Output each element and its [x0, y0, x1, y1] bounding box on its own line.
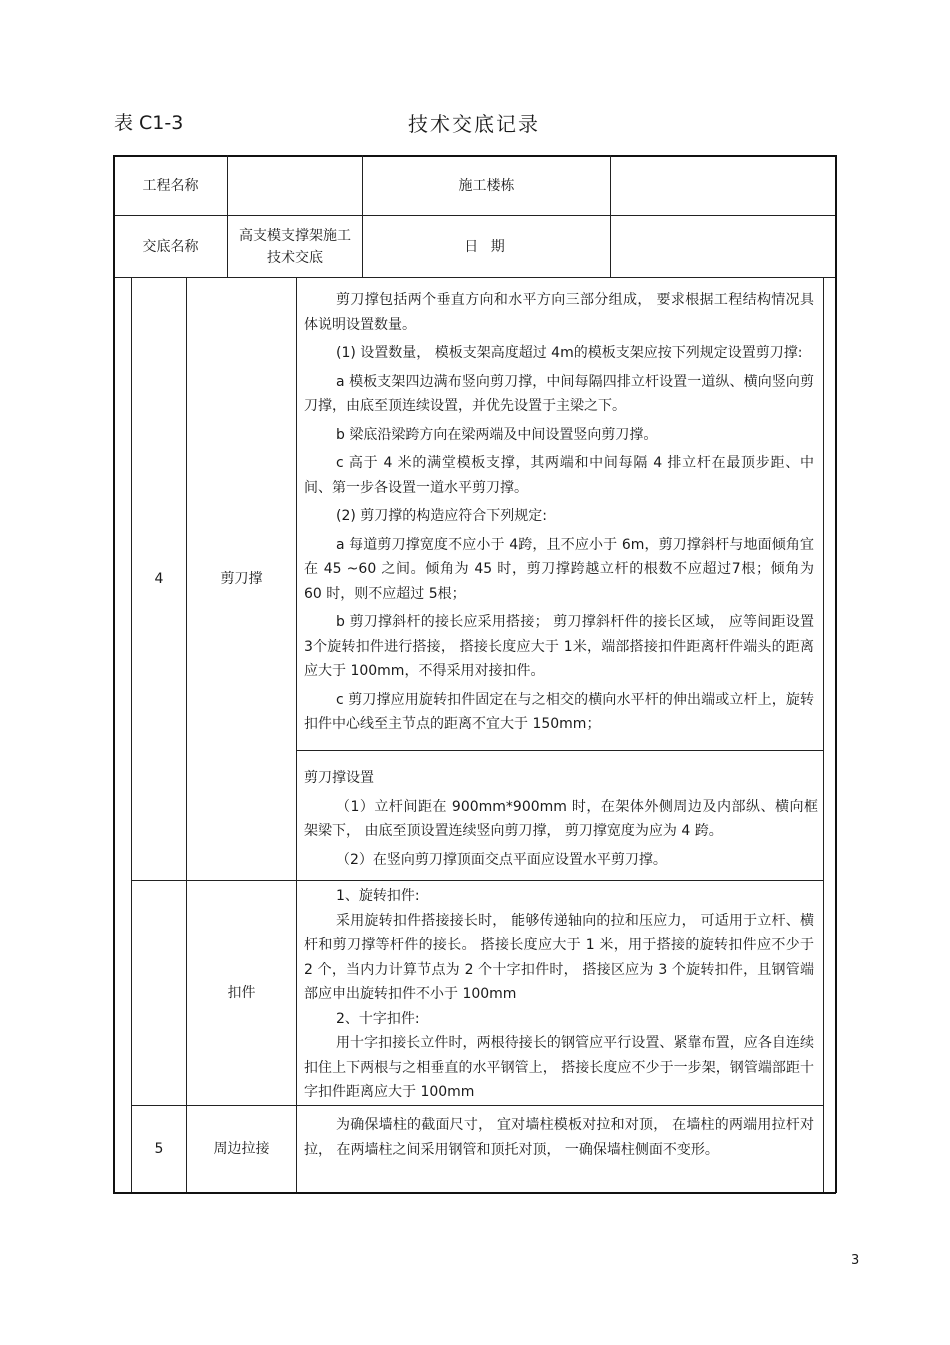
section-title: 剪刀撑: [220, 571, 263, 587]
paragraph: 采用旋转扣件搭接接长时， 能够传递轴向的拉和压应力， 可适用于立杆、横杆和剪刀撑等杆件的接长。 搭接长度应大于 1 米，用于搭接的旋转扣件应不少于 2 个，当内力计算节点为 2 个十字扣件时， 搭接区应为 3 个旋转扣件，且钢管端部应申出旋转扣件不小于 100mm: [304, 912, 814, 1002]
paragraph: (1) 设置数量， 模板支架高度超过 4m的模板支架应按下列规定设置剪刀撑:: [336, 345, 803, 361]
paragraph: 1、旋转扣件:: [336, 888, 420, 904]
perimeter-tie-content: [304, 1113, 814, 1166]
date-label: 日 期: [464, 238, 509, 255]
paragraph: c 高于 4 米的满堂模板支撑，其两端和中间每隔 4 排立杆在最顶步距、中间、第一步各设置一道水平剪刀撑。: [304, 455, 814, 496]
paragraph: b 梁底沿梁跨方向在梁两端及中间设置竖向剪刀撑。: [336, 426, 658, 443]
paragraph: 用十字扣接长立件时，两根待接长的钢管应平行设置、紧靠布置，应各自连续扣住上下两根与之相垂直的水平钢管上， 搭接长度应不少于一步架，钢管端部距十字扣件距离应大于 100mm: [304, 1035, 814, 1100]
paragraph: （1）立杆间距在 900mm*900mm 时，在架体外侧周边及内部纵、横向框架梁下， 由底至顶设置连续竖向剪刀撑， 剪刀撑宽度为应为 4 跨。: [304, 798, 818, 839]
paragraph: 剪刀撑包括两个垂直方向和水平方向三部分组成， 要求根据工程结构情况具体说明设置数量。: [304, 292, 814, 333]
paragraph: 2、十字扣件:: [336, 1010, 420, 1027]
section-number: [132, 881, 186, 1105]
paragraph: b 剪刀撑斜杆的接长应采用搭接； 剪刀撑斜杆件的接长区域， 应等间距设置 3个旋转扣件进行搭接， 搭接长度应大于 1米，端部搭接扣件距离杆件端头的距离应大于 100mm，不得采用对接扣件。: [304, 614, 814, 679]
table-bottom-border: [113, 1192, 836, 1194]
section-number: 5: [154, 1141, 164, 1157]
section-number: 4: [154, 571, 164, 587]
paragraph: (2) 剪刀撑的构造应符合下列规定:: [336, 508, 547, 524]
paragraph: a 每道剪刀撑宽度不应小于 4跨，且不应小于 6m，剪刀撑斜杆与地面倾角宜在 45 ~60 之间。倾角为 45 时，剪刀撑跨越立杆的根数不应超过7根；倾角为 60 时，则不应超过 5根；: [304, 536, 814, 602]
paragraph: 为确保墙柱的截面尺寸， 宜对墙柱模板对拉和对顶， 在墙柱的两端用拉杆对拉， 在两墙柱之间采用钢管和顶托对顶， 一确保墙柱侧面不变形。: [304, 1117, 814, 1158]
fastener-content: [304, 884, 814, 1105]
document-title: 技术交底记录: [408, 112, 540, 136]
paragraph: （2）在竖向剪刀撑顶面交点平面应设置水平剪刀撑。: [336, 851, 667, 868]
section-title: 扣件: [227, 985, 256, 1001]
row-divider: [296, 750, 824, 751]
date-value: [611, 216, 835, 277]
section-title: 周边拉接: [213, 1141, 270, 1157]
paragraph: a 模板支架四边满布竖向剪刀撑，中间每隔四排立杆设置一道纵、横向竖向剪刀撑，由底至顶连续设置，并优先设置于主梁之下。: [304, 373, 814, 414]
project-name-value: [228, 156, 362, 215]
building-label: 施工楼栋: [458, 177, 515, 194]
col-divider: [296, 277, 297, 1193]
building-value: [611, 156, 835, 215]
scissor-brace-setting: [304, 766, 818, 876]
table-right-border: [835, 155, 837, 1193]
project-name-label: 工程名称: [142, 177, 199, 194]
subheading: 剪刀撑设置: [304, 770, 374, 786]
disclosure-name-label: 交底名称: [142, 238, 199, 255]
paragraph: c 剪刀撑应用旋转扣件固定在与之相交的横向水平杆的伸出端或立杆上，旋转扣件中心线至主节点的距离不宜大于 150mm；: [304, 691, 814, 732]
scissor-brace-content: [304, 288, 814, 741]
form-number: 表 C1-3: [114, 112, 184, 134]
page-number: 3: [851, 1253, 860, 1268]
table-left-border: [113, 155, 115, 1193]
inner-right-border: [823, 277, 824, 1193]
disclosure-name-value: 高支模支撑架施工技术交底: [239, 227, 351, 266]
